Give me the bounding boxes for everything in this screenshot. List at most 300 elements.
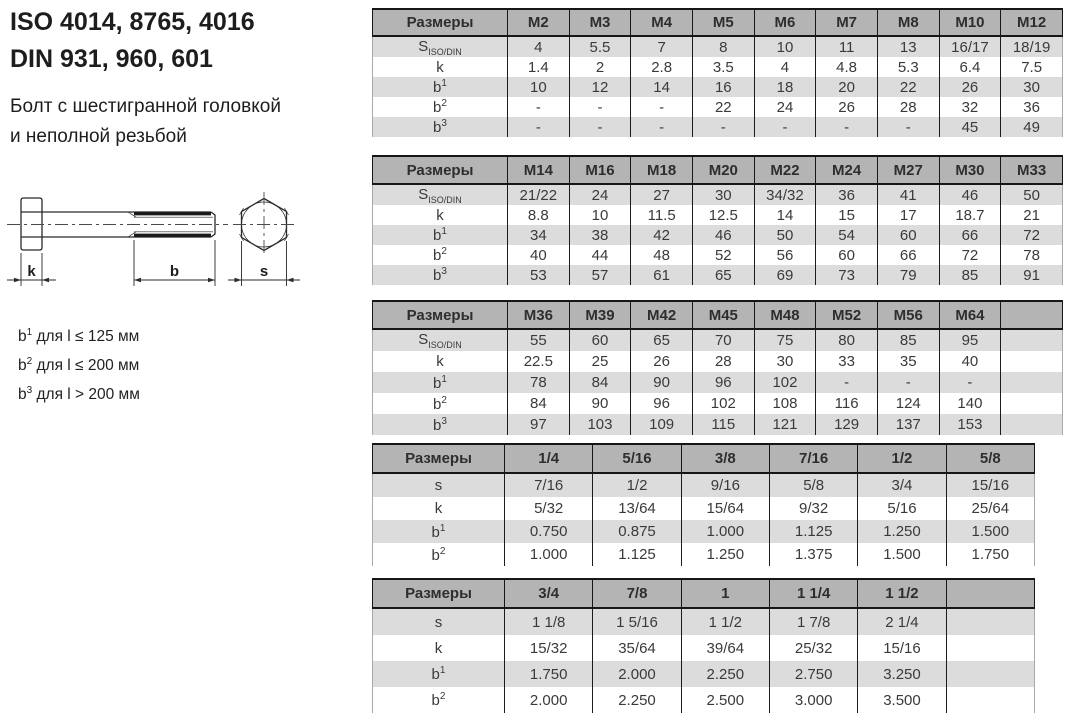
value-cell: 91	[1001, 265, 1063, 285]
value-cell: 2 1/4	[858, 608, 946, 635]
size-column-header: 7/16	[769, 444, 857, 473]
value-cell: 35/64	[593, 635, 681, 661]
value-cell: 1.500	[858, 543, 946, 566]
value-cell: 6.4	[939, 57, 1001, 77]
bolt-technical-drawing	[2, 180, 332, 320]
value-cell: 50	[754, 225, 816, 245]
size-column-header: M20	[692, 156, 754, 184]
value-cell: 1.375	[769, 543, 857, 566]
value-cell: 15/64	[681, 497, 769, 520]
value-cell: 41	[877, 184, 939, 205]
table-row	[373, 117, 1063, 137]
value-cell: 78	[508, 372, 570, 393]
value-cell: 12	[569, 77, 631, 97]
value-cell: 1.125	[769, 520, 857, 543]
value-cell: 7/16	[505, 473, 593, 497]
size-column-header: 3/8	[681, 444, 769, 473]
size-column-header: 5/16	[593, 444, 681, 473]
row-label: k	[373, 205, 508, 225]
value-cell: 5.3	[877, 57, 939, 77]
value-cell: 2.000	[593, 661, 681, 687]
value-cell: 65	[692, 265, 754, 285]
row-label: $b^1$	[373, 661, 505, 687]
value-cell: 22	[692, 97, 754, 117]
value-cell: 2.250	[593, 687, 681, 713]
din-standards-title: DIN 931, 960, 601	[10, 45, 213, 73]
empty-cell	[1001, 372, 1063, 393]
value-cell: 1.4	[508, 57, 570, 77]
size-column-header: M4	[631, 9, 693, 36]
row-label: $b^3$	[373, 117, 508, 137]
empty-cell	[946, 687, 1034, 713]
value-cell: 2	[569, 57, 631, 77]
value-cell: 124	[877, 393, 939, 414]
dim-label-k: k	[27, 263, 36, 280]
footnote-line: $b^3$ для l > 200 мм	[18, 385, 140, 404]
row-label: s	[373, 473, 505, 497]
value-cell: 72	[939, 245, 1001, 265]
dim-label-s: s	[259, 263, 269, 280]
value-cell: 40	[508, 245, 570, 265]
value-cell: 53	[508, 265, 570, 285]
value-cell: 28	[692, 351, 754, 372]
value-cell: 57	[569, 265, 631, 285]
value-cell: 15	[816, 205, 878, 225]
value-cell: 38	[569, 225, 631, 245]
value-cell: 34	[508, 225, 570, 245]
footnote-line: $b^1$ для l ≤ 125 мм	[18, 327, 140, 346]
value-cell: 1.000	[505, 543, 593, 566]
table-corner-header: Размеры	[373, 579, 505, 608]
value-cell: 30	[692, 184, 754, 205]
value-cell: 3.000	[769, 687, 857, 713]
value-cell: 72	[1001, 225, 1063, 245]
value-cell: 3/4	[858, 473, 946, 497]
size-column-header: M18	[631, 156, 693, 184]
value-cell: -	[816, 372, 878, 393]
value-cell: 2.000	[505, 687, 593, 713]
value-cell: 4	[508, 36, 570, 57]
value-cell: 56	[754, 245, 816, 265]
value-cell: -	[508, 117, 570, 137]
value-cell: 15/16	[858, 635, 946, 661]
table-row	[373, 77, 1063, 97]
empty-cell	[946, 608, 1034, 635]
value-cell: 129	[816, 414, 878, 435]
value-cell: 14	[631, 77, 693, 97]
size-column-header: 7/8	[593, 579, 681, 608]
size-column-header: M10	[939, 9, 1001, 36]
value-cell: 4	[754, 57, 816, 77]
value-cell: 22.5	[508, 351, 570, 372]
value-cell: 13/64	[593, 497, 681, 520]
empty-cell	[946, 635, 1034, 661]
size-column-header: M14	[508, 156, 570, 184]
value-cell: 85	[877, 329, 939, 351]
table-row	[373, 97, 1063, 117]
size-column-header: M33	[1001, 156, 1063, 184]
row-label: $S_{ISO/DIN}$	[373, 329, 508, 351]
value-cell: 9/32	[769, 497, 857, 520]
bolt-head-outline	[21, 198, 42, 250]
size-column-header: M3	[569, 9, 631, 36]
table-row	[373, 414, 1063, 435]
value-cell: 46	[939, 184, 1001, 205]
row-label: $b^2$	[373, 97, 508, 117]
size-column-header: 1 1/2	[858, 579, 946, 608]
value-cell: 18.7	[939, 205, 1001, 225]
bolt-end-view	[228, 192, 300, 286]
metric-table-m2-m12-wrap	[372, 8, 1063, 137]
value-cell: 30	[1001, 77, 1063, 97]
value-cell: 102	[692, 393, 754, 414]
value-cell: 21	[1001, 205, 1063, 225]
footnote-line: $b^2$ для l ≤ 200 мм	[18, 356, 140, 375]
size-column-header: M22	[754, 156, 816, 184]
size-column-header: 3/4	[505, 579, 593, 608]
size-column-header: M64	[939, 301, 1001, 329]
value-cell: 25/64	[946, 497, 1034, 520]
value-cell: 7.5	[1001, 57, 1063, 77]
value-cell: 52	[692, 245, 754, 265]
row-label: $S_{ISO/DIN}$	[373, 36, 508, 57]
empty-column-header	[1001, 301, 1063, 329]
value-cell: 49	[1001, 117, 1063, 137]
iso-standards-title: ISO 4014, 8765, 4016	[10, 8, 255, 36]
dimension-b	[134, 240, 215, 286]
row-label: $b^1$	[373, 225, 508, 245]
size-column-header: 1/2	[858, 444, 946, 473]
value-cell: 1 7/8	[769, 608, 857, 635]
value-cell: 90	[631, 372, 693, 393]
value-cell: 32	[939, 97, 1001, 117]
value-cell: 153	[939, 414, 1001, 435]
table-corner-header: Размеры	[373, 444, 505, 473]
value-cell: 8.8	[508, 205, 570, 225]
value-cell: 73	[816, 265, 878, 285]
size-column-header: M6	[754, 9, 816, 36]
value-cell: 10	[754, 36, 816, 57]
value-cell: 90	[569, 393, 631, 414]
size-column-header: M7	[816, 9, 878, 36]
value-cell: 3.250	[858, 661, 946, 687]
value-cell: 84	[508, 393, 570, 414]
value-cell: 1.750	[505, 661, 593, 687]
row-label: $b^1$	[373, 77, 508, 97]
value-cell: -	[877, 372, 939, 393]
value-cell: 1.250	[858, 520, 946, 543]
size-column-header: 1/4	[505, 444, 593, 473]
value-cell: 137	[877, 414, 939, 435]
value-cell: 66	[877, 245, 939, 265]
table-row	[373, 372, 1063, 393]
table-row	[373, 520, 1035, 543]
row-label: $b^1$	[373, 372, 508, 393]
value-cell: 0.750	[505, 520, 593, 543]
size-column-header: M36	[508, 301, 570, 329]
value-cell: 36	[816, 184, 878, 205]
table-row	[373, 245, 1063, 265]
value-cell: -	[939, 372, 1001, 393]
value-cell: -	[754, 117, 816, 137]
value-cell: 34/32	[754, 184, 816, 205]
value-cell: 21/22	[508, 184, 570, 205]
bolt-side-view	[7, 198, 228, 286]
value-cell: 9/16	[681, 473, 769, 497]
value-cell: 85	[939, 265, 1001, 285]
empty-cell	[1001, 414, 1063, 435]
footnotes-block	[18, 320, 140, 407]
row-label: $b^2$	[373, 393, 508, 414]
value-cell: 46	[692, 225, 754, 245]
size-column-header: M12	[1001, 9, 1063, 36]
table-row	[373, 184, 1063, 205]
size-column-header: M30	[939, 156, 1001, 184]
value-cell: -	[569, 97, 631, 117]
value-cell: 1.000	[681, 520, 769, 543]
row-label: $b^2$	[373, 543, 505, 566]
value-cell: 26	[816, 97, 878, 117]
table-corner-header: Размеры	[373, 301, 508, 329]
value-cell: 84	[569, 372, 631, 393]
value-cell: -	[877, 117, 939, 137]
metric-table-m14-m33-wrap	[372, 155, 1063, 285]
table-row	[373, 497, 1035, 520]
value-cell: 3.5	[692, 57, 754, 77]
value-cell: 1.750	[946, 543, 1034, 566]
table-row	[373, 393, 1063, 414]
value-cell: 115	[692, 414, 754, 435]
row-label: $b^3$	[373, 265, 508, 285]
imperial-table-3-4-to-1-5	[372, 578, 1035, 713]
value-cell: 45	[939, 117, 1001, 137]
row-label: $S_{ISO/DIN}$	[373, 184, 508, 205]
value-cell: 24	[569, 184, 631, 205]
table-row	[373, 543, 1035, 566]
value-cell: 1 1/8	[505, 608, 593, 635]
table-row	[373, 608, 1035, 635]
value-cell: 55	[508, 329, 570, 351]
value-cell: 3.500	[858, 687, 946, 713]
value-cell: 18	[754, 77, 816, 97]
value-cell: 108	[754, 393, 816, 414]
value-cell: -	[508, 97, 570, 117]
empty-cell	[1001, 351, 1063, 372]
value-cell: 40	[939, 351, 1001, 372]
metric-table-m36-m64-wrap	[372, 300, 1063, 435]
value-cell: 1.250	[681, 543, 769, 566]
value-cell: 33	[816, 351, 878, 372]
value-cell: 96	[631, 393, 693, 414]
title-block	[10, 4, 255, 78]
value-cell: 75	[754, 329, 816, 351]
value-cell: 60	[569, 329, 631, 351]
value-cell: -	[631, 117, 693, 137]
row-label: k	[373, 57, 508, 77]
value-cell: 5/16	[858, 497, 946, 520]
value-cell: 1/2	[593, 473, 681, 497]
value-cell: 24	[754, 97, 816, 117]
value-cell: 2.8	[631, 57, 693, 77]
value-cell: 116	[816, 393, 878, 414]
empty-cell	[946, 661, 1034, 687]
size-column-header: M16	[569, 156, 631, 184]
value-cell: 27	[631, 184, 693, 205]
value-cell: 5/32	[505, 497, 593, 520]
dim-label-b: b	[169, 263, 180, 280]
size-column-header: M56	[877, 301, 939, 329]
value-cell: 26	[631, 351, 693, 372]
value-cell: 15/16	[946, 473, 1034, 497]
dimension-k	[7, 253, 56, 286]
value-cell: 15/32	[505, 635, 593, 661]
row-label: $b^1$	[373, 520, 505, 543]
table-row	[373, 329, 1063, 351]
row-label: $b^2$	[373, 687, 505, 713]
value-cell: 16	[692, 77, 754, 97]
value-cell: 26	[939, 77, 1001, 97]
value-cell: 80	[816, 329, 878, 351]
subtitle-block	[10, 92, 281, 152]
value-cell: 10	[508, 77, 570, 97]
value-cell: -	[631, 97, 693, 117]
value-cell: 28	[877, 97, 939, 117]
value-cell: 70	[692, 329, 754, 351]
value-cell: 61	[631, 265, 693, 285]
table-row	[373, 205, 1063, 225]
value-cell: 39/64	[681, 635, 769, 661]
value-cell: 18/19	[1001, 36, 1063, 57]
value-cell: 109	[631, 414, 693, 435]
value-cell: 25	[569, 351, 631, 372]
value-cell: 11.5	[631, 205, 693, 225]
value-cell: 13	[877, 36, 939, 57]
value-cell: 1.500	[946, 520, 1034, 543]
value-cell: 7	[631, 36, 693, 57]
row-label: $b^2$	[373, 245, 508, 265]
size-column-header: M5	[692, 9, 754, 36]
table-row	[373, 225, 1063, 245]
value-cell: 48	[631, 245, 693, 265]
value-cell: 50	[1001, 184, 1063, 205]
empty-cell	[1001, 393, 1063, 414]
metric-table-m14-m33	[372, 155, 1063, 285]
size-column-header: M24	[816, 156, 878, 184]
empty-column-header	[946, 579, 1034, 608]
size-column-header: 1	[681, 579, 769, 608]
imperial-table-quarter-to-5-8-wrap	[372, 443, 1035, 566]
size-column-header: 5/8	[946, 444, 1034, 473]
table-row	[373, 36, 1063, 57]
value-cell: 1 5/16	[593, 608, 681, 635]
size-column-header: M45	[692, 301, 754, 329]
value-cell: 5/8	[769, 473, 857, 497]
value-cell: 20	[816, 77, 878, 97]
value-cell: -	[692, 117, 754, 137]
value-cell: 25/32	[769, 635, 857, 661]
size-column-header: M39	[569, 301, 631, 329]
value-cell: 17	[877, 205, 939, 225]
value-cell: 102	[754, 372, 816, 393]
value-cell: 78	[1001, 245, 1063, 265]
value-cell: 140	[939, 393, 1001, 414]
metric-table-m36-m64	[372, 300, 1063, 435]
row-label: s	[373, 608, 505, 635]
size-column-header: M8	[877, 9, 939, 36]
row-label: k	[373, 635, 505, 661]
value-cell: 65	[631, 329, 693, 351]
value-cell: 22	[877, 77, 939, 97]
value-cell: 14	[754, 205, 816, 225]
value-cell: 42	[631, 225, 693, 245]
value-cell: 4.8	[816, 57, 878, 77]
row-label: k	[373, 351, 508, 372]
value-cell: 0.875	[593, 520, 681, 543]
value-cell: 12.5	[692, 205, 754, 225]
table-row	[373, 687, 1035, 713]
row-label: $b^3$	[373, 414, 508, 435]
empty-cell	[1001, 329, 1063, 351]
value-cell: 36	[1001, 97, 1063, 117]
size-column-header: 1 1/4	[769, 579, 857, 608]
value-cell: -	[816, 117, 878, 137]
value-cell: 66	[939, 225, 1001, 245]
value-cell: 16/17	[939, 36, 1001, 57]
value-cell: 1 1/2	[681, 608, 769, 635]
table-corner-header: Размеры	[373, 156, 508, 184]
value-cell: 103	[569, 414, 631, 435]
value-cell: 79	[877, 265, 939, 285]
value-cell: 95	[939, 329, 1001, 351]
value-cell: 60	[816, 245, 878, 265]
size-column-header: M52	[816, 301, 878, 329]
table-row	[373, 473, 1035, 497]
hex-centerlines	[233, 192, 295, 257]
size-column-header: M2	[508, 9, 570, 36]
table-row	[373, 635, 1035, 661]
table-row	[373, 265, 1063, 285]
value-cell: 30	[754, 351, 816, 372]
value-cell: 54	[816, 225, 878, 245]
value-cell: 97	[508, 414, 570, 435]
value-cell: 44	[569, 245, 631, 265]
value-cell: 60	[877, 225, 939, 245]
imperial-table-3-4-to-1-5-wrap	[372, 578, 1035, 713]
size-column-header: M27	[877, 156, 939, 184]
value-cell: -	[569, 117, 631, 137]
size-column-header: M42	[631, 301, 693, 329]
value-cell: 121	[754, 414, 816, 435]
value-cell: 1.125	[593, 543, 681, 566]
value-cell: 96	[692, 372, 754, 393]
table-row	[373, 57, 1063, 77]
metric-table-m2-m12	[372, 8, 1063, 137]
table-row	[373, 661, 1035, 687]
value-cell: 35	[877, 351, 939, 372]
value-cell: 2.500	[681, 687, 769, 713]
value-cell: 5.5	[569, 36, 631, 57]
product-name-line1: Болт с шестигранной головкой	[10, 96, 281, 117]
value-cell: 69	[754, 265, 816, 285]
value-cell: 8	[692, 36, 754, 57]
value-cell: 2.250	[681, 661, 769, 687]
table-row	[373, 351, 1063, 372]
value-cell: 11	[816, 36, 878, 57]
value-cell: 10	[569, 205, 631, 225]
value-cell: 2.750	[769, 661, 857, 687]
row-label: k	[373, 497, 505, 520]
imperial-table-quarter-to-5-8	[372, 443, 1035, 566]
